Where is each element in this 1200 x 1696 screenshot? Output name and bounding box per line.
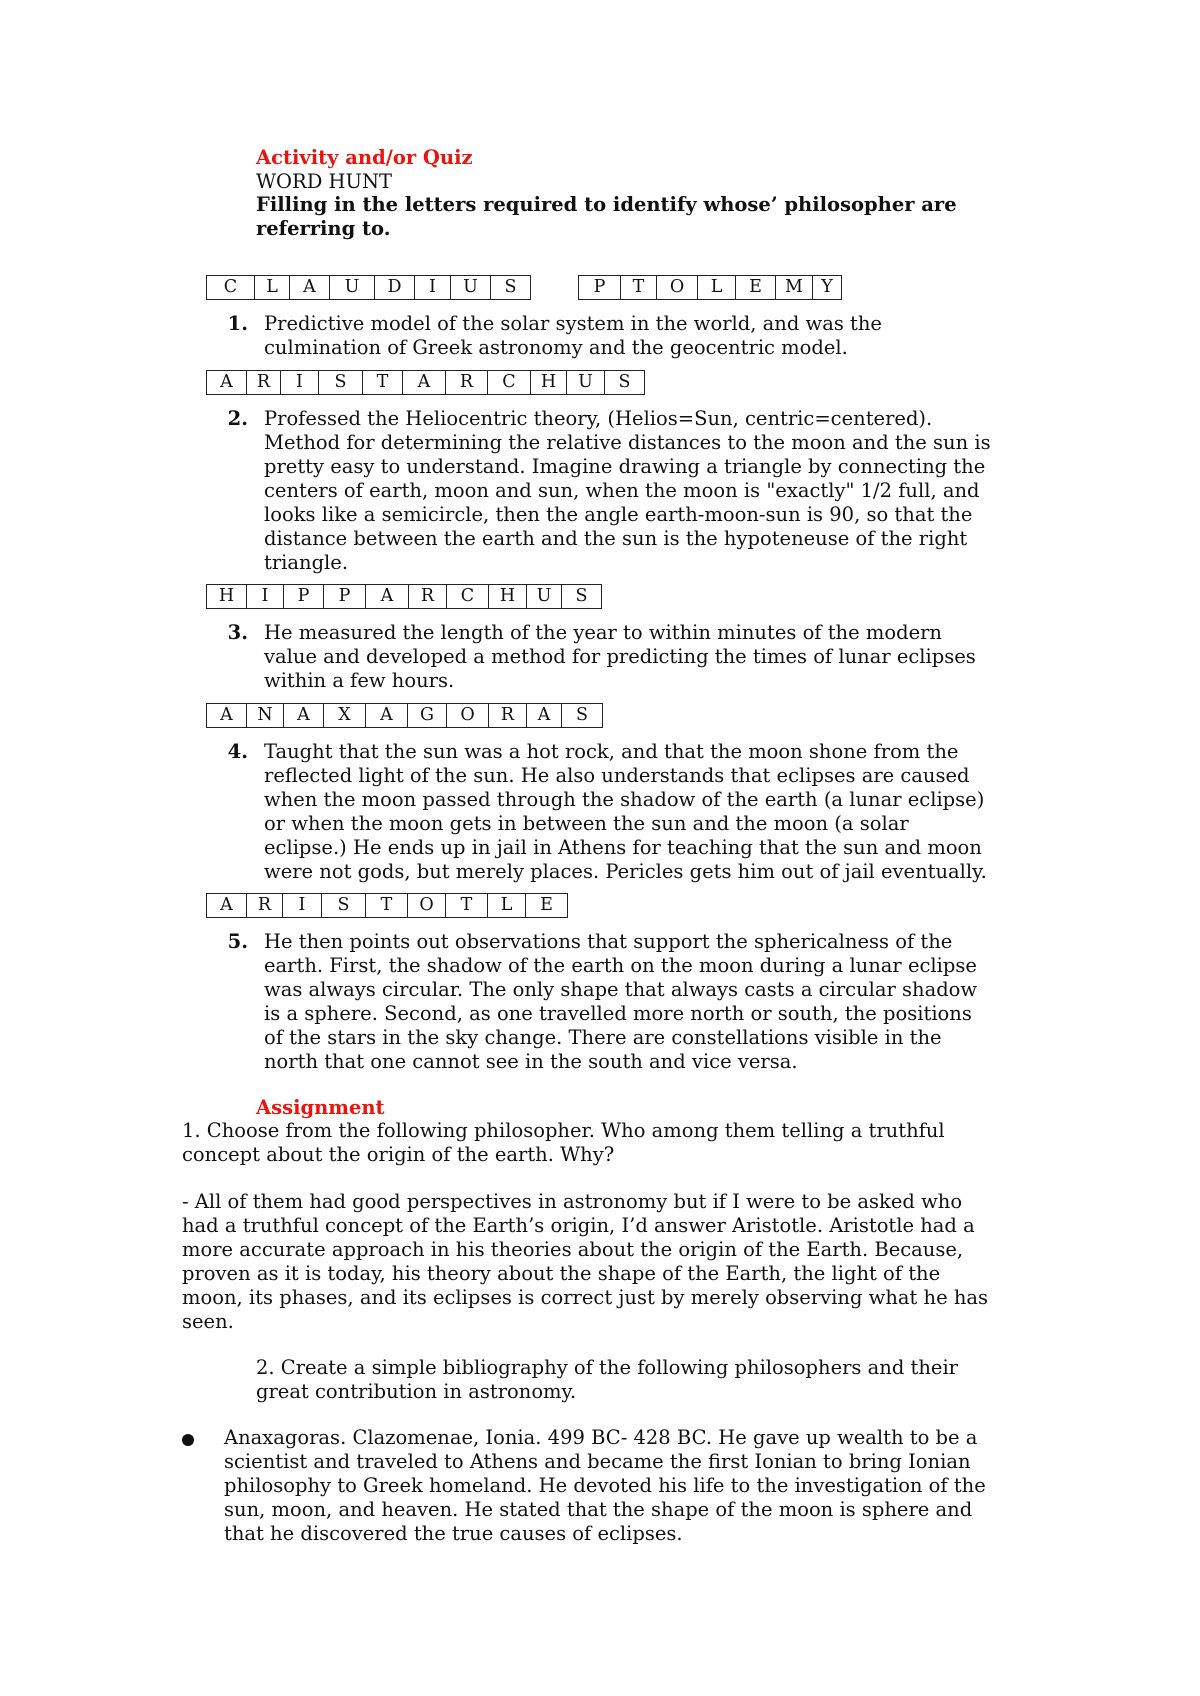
letter-cell: G — [408, 704, 447, 727]
assignment-line: had a truthful concept of the Earth’s origin, I’d answer Aristotle. Aristotle had a — [182, 1214, 975, 1237]
letter-cell: A — [366, 585, 409, 608]
question-line: triangle. — [264, 551, 349, 574]
instruction-line-1: Filling in the letters required to identify whose’ philosopher are — [256, 193, 957, 216]
assignment-line: concept about the origin of the earth. Why? — [182, 1143, 615, 1166]
assignment-line: seen. — [182, 1310, 234, 1333]
answer-anaxagoras — [206, 703, 603, 728]
question-3-number: 3. — [227, 621, 248, 644]
letter-cell: L — [698, 276, 736, 299]
question-4-number: 4. — [227, 740, 248, 763]
letter-cell: O — [408, 894, 446, 917]
letter-cell: H — [531, 371, 567, 394]
letter-cell: A — [207, 704, 247, 727]
assignment-line: moon, its phases, and its eclipses is correct just by merely observing what he has — [182, 1286, 989, 1309]
letter-cell: N — [247, 704, 284, 727]
question-line: looks like a semicircle, then the angle earth-moon-sun is 90, so that the — [264, 503, 973, 526]
bullet-icon — [182, 1434, 194, 1446]
letter-cell: L — [255, 276, 290, 299]
letter-cell: M — [776, 276, 813, 299]
question-1-text — [264, 312, 1034, 360]
letter-cell: T — [621, 276, 657, 299]
letter-cell: A — [527, 704, 562, 727]
letter-cell: A — [207, 894, 247, 917]
letter-cell: R — [247, 371, 281, 394]
letter-cell: C — [447, 585, 489, 608]
letter-cell: T — [366, 894, 408, 917]
letter-cell: I — [247, 585, 284, 608]
question-line: reflected light of the sun. He also understands that eclipses are caused — [264, 764, 970, 787]
letter-cell: I — [415, 276, 451, 299]
question-line: Taught that the sun was a hot rock, and that the moon shone from the — [264, 740, 959, 763]
assignment-line: great contribution in astronomy. — [256, 1380, 577, 1403]
letter-cell: P — [579, 276, 621, 299]
letter-cell: S — [562, 585, 602, 608]
question-2-text — [264, 407, 1034, 575]
assignment-line: 2. Create a simple bibliography of the following philosophers and their — [256, 1356, 958, 1379]
letter-cell: U — [527, 585, 562, 608]
assignment-answer-1 — [182, 1190, 1042, 1334]
letter-cell: D — [375, 276, 415, 299]
question-line: Predictive model of the solar system in the world, and was the — [264, 312, 882, 335]
question-line: or when the moon gets in between the sun and the moon (a solar — [264, 812, 909, 835]
letter-cell: R — [489, 704, 527, 727]
letter-cell: A — [207, 371, 247, 394]
question-3-text — [264, 621, 1034, 693]
letter-cell: T — [363, 371, 403, 394]
letter-cell: C — [488, 371, 531, 394]
letter-cell: U — [451, 276, 491, 299]
letter-cell: Y — [813, 276, 842, 299]
letter-cell: R — [446, 371, 488, 394]
letter-cell: S — [322, 894, 366, 917]
question-line: were not gods, but merely places. Pericles gets him out of jail eventually. — [264, 860, 987, 883]
letter-cell: A — [366, 704, 408, 727]
question-line: Method for determining the relative distances to the moon and the sun is — [264, 431, 991, 454]
letter-cell: A — [290, 276, 330, 299]
letter-cell: I — [281, 371, 319, 394]
question-line: of the stars in the sky change. There are constellations visible in the — [264, 1026, 942, 1049]
assignment-heading: Assignment — [256, 1096, 385, 1119]
question-line: eclipse.) He ends up in jail in Athens for teaching that the sun and moon — [264, 836, 982, 859]
letter-cell: R — [409, 585, 447, 608]
question-5-number: 5. — [227, 930, 248, 953]
letter-cell: T — [446, 894, 488, 917]
answer-ptolemy — [578, 275, 842, 300]
question-line: centers of earth, moon and sun, when the moon is "exactly" 1/2 full, and — [264, 479, 980, 502]
question-line: Professed the Heliocentric theory, (Helios=Sun, centric=centered). — [264, 407, 933, 430]
bibliography-line: that he discovered the true causes of eclipses. — [224, 1522, 683, 1545]
question-line: earth. First, the shadow of the earth on the moon during a lunar eclipse — [264, 954, 977, 977]
letter-cell: E — [736, 276, 776, 299]
instruction-line-2: referring to. — [256, 217, 391, 240]
letter-cell: O — [447, 704, 489, 727]
assignment-question-2 — [256, 1356, 1046, 1404]
letter-cell: S — [491, 276, 531, 299]
question-1-number: 1. — [227, 312, 248, 335]
letter-cell: P — [284, 585, 324, 608]
letter-cell: U — [567, 371, 605, 394]
question-line: pretty easy to understand. Imagine drawing a triangle by connecting the — [264, 455, 986, 478]
letter-cell: O — [657, 276, 698, 299]
bibliography-line: scientist and traveled to Athens and became the first Ionian to bring Ionian — [224, 1450, 971, 1473]
question-4-text — [264, 740, 1034, 884]
question-line: was always circular. The only shape that always casts a circular shadow — [264, 978, 978, 1001]
activity-heading: Activity and/or Quiz — [256, 146, 473, 169]
letter-cell: L — [488, 894, 526, 917]
question-line: distance between the earth and the sun is the hypoteneuse of the right — [264, 527, 968, 550]
assignment-line: more accurate approach in his theories about the origin of the Earth. Because, — [182, 1238, 964, 1261]
activity-subheading: WORD HUNT — [256, 170, 393, 193]
letter-cell: H — [489, 585, 527, 608]
bibliography-line: philosophy to Greek homeland. He devoted his life to the investigation of the — [224, 1474, 986, 1497]
question-line: culmination of Greek astronomy and the geocentric model. — [264, 336, 848, 359]
question-line: He measured the length of the year to within minutes of the modern — [264, 621, 942, 644]
answer-aristotle — [206, 893, 568, 918]
question-line: value and developed a method for predicting the times of lunar eclipses — [264, 645, 976, 668]
question-line: He then points out observations that support the sphericalness of the — [264, 930, 953, 953]
letter-cell: I — [283, 894, 322, 917]
letter-cell: S — [605, 371, 645, 394]
question-2-number: 2. — [227, 407, 248, 430]
assignment-question-1 — [182, 1119, 1042, 1167]
answer-aristarchus — [206, 370, 645, 395]
letter-cell: X — [324, 704, 366, 727]
bibliography-line: sun, moon, and heaven. He stated that the shape of the moon is sphere and — [224, 1498, 973, 1521]
letter-cell: S — [319, 371, 363, 394]
question-line: within a few hours. — [264, 669, 455, 692]
letter-cell: H — [207, 585, 247, 608]
letter-cell: A — [284, 704, 324, 727]
letter-cell: C — [207, 276, 255, 299]
bibliography-line: Anaxagoras. Clazomenae, Ionia. 499 BC- 428 BC. He gave up wealth to be a — [224, 1426, 978, 1449]
assignment-line: proven as it is today, his theory about the shape of the Earth, the light of the — [182, 1262, 941, 1285]
letter-cell: P — [324, 585, 366, 608]
answer-claudius — [206, 275, 531, 300]
question-line: when the moon passed through the shadow of the earth (a lunar eclipse) — [264, 788, 985, 811]
bibliography-anaxagoras — [224, 1426, 1044, 1546]
assignment-line: - All of them had good perspectives in astronomy but if I were to be asked who — [182, 1190, 963, 1213]
question-line: north that one cannot see in the south and vice versa. — [264, 1050, 798, 1073]
letter-cell: U — [330, 276, 375, 299]
question-5-text — [264, 930, 1034, 1074]
letter-cell: S — [562, 704, 603, 727]
letter-cell: E — [526, 894, 568, 917]
letter-cell: A — [403, 371, 446, 394]
question-line: is a sphere. Second, as one travelled more north or south, the positions — [264, 1002, 972, 1025]
answer-hipparchus — [206, 584, 602, 609]
letter-cell: R — [247, 894, 283, 917]
assignment-line: 1. Choose from the following philosopher. Who among them telling a truthful — [182, 1119, 945, 1142]
